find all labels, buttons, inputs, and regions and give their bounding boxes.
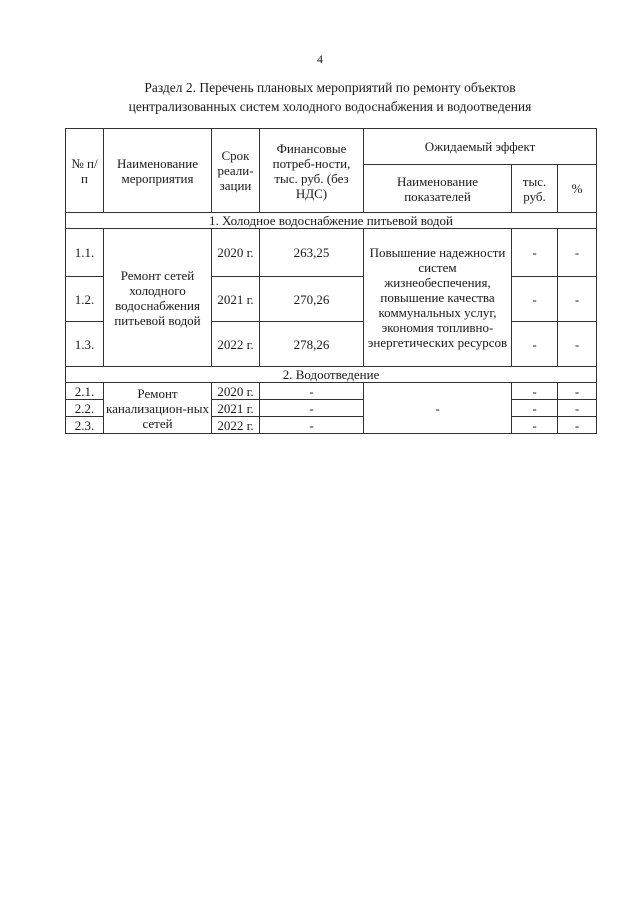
row-sum: -	[260, 400, 364, 417]
event-name-sewerage: Ремонт канализацион-ных сетей	[104, 383, 212, 434]
row-year: 2022 г.	[212, 322, 260, 367]
header-percent: %	[558, 165, 597, 213]
header-indicator: Наименование показателей	[364, 165, 512, 213]
row-pct: -	[558, 322, 597, 367]
row-year: 2021 г.	[212, 400, 260, 417]
section-title-water: 1. Холодное водоснабжение питьевой водой	[66, 213, 597, 229]
row-num: 1.2.	[66, 277, 104, 322]
section-row-sewerage	[66, 367, 597, 383]
section-title-line-2: централизованных систем холодного водоснабжения и водоотведения	[128, 99, 532, 114]
header-row-1	[66, 129, 597, 165]
row-rub: -	[512, 400, 558, 417]
section-title	[60, 78, 600, 116]
row-pct: -	[558, 383, 597, 400]
row-sum: 270,26	[260, 277, 364, 322]
row-rub: -	[512, 417, 558, 434]
row-num: 2.3.	[66, 417, 104, 434]
row-rub: -	[512, 277, 558, 322]
row-sum: 278,26	[260, 322, 364, 367]
header-event-name: Наименование мероприятия	[104, 129, 212, 213]
row-num: 1.1.	[66, 229, 104, 277]
row-rub: -	[512, 322, 558, 367]
table-row	[66, 229, 597, 277]
indicator-water: Повышение надежности систем жизнеобеспечения, повышение качества коммунальных услуг, экономия топливно-энергетических ресурсов	[364, 229, 512, 367]
row-pct: -	[558, 417, 597, 434]
row-rub: -	[512, 383, 558, 400]
row-year: 2022 г.	[212, 417, 260, 434]
section-title-line-1: Раздел 2. Перечень плановых мероприятий по ремонту объектов	[144, 80, 516, 95]
row-num: 2.2.	[66, 400, 104, 417]
event-name-water: Ремонт сетей холодного водоснабжения питьевой водой	[104, 229, 212, 367]
row-pct: -	[558, 229, 597, 277]
row-pct: -	[558, 400, 597, 417]
header-period: Срок реали-зации	[212, 129, 260, 213]
row-sum: -	[260, 417, 364, 434]
section-row-water	[66, 213, 597, 229]
row-year: 2020 г.	[212, 229, 260, 277]
header-num: № п/п	[66, 129, 104, 213]
header-finance: Финансовые потреб-ности, тыс. руб. (без НДС)	[260, 129, 364, 213]
row-year: 2021 г.	[212, 277, 260, 322]
row-year: 2020 г.	[212, 383, 260, 400]
row-pct: -	[558, 277, 597, 322]
table-row	[66, 383, 597, 400]
header-expected-effect: Ожидаемый эффект	[364, 129, 597, 165]
row-num: 1.3.	[66, 322, 104, 367]
row-rub: -	[512, 229, 558, 277]
section-title-sewerage: 2. Водоотведение	[66, 367, 597, 383]
row-sum: -	[260, 383, 364, 400]
activities-table	[65, 128, 597, 434]
indicator-sewerage: -	[364, 383, 512, 434]
page-number: 4	[317, 52, 323, 66]
row-num: 2.1.	[66, 383, 104, 400]
row-sum: 263,25	[260, 229, 364, 277]
header-thousand-rub: тыс. руб.	[512, 165, 558, 213]
